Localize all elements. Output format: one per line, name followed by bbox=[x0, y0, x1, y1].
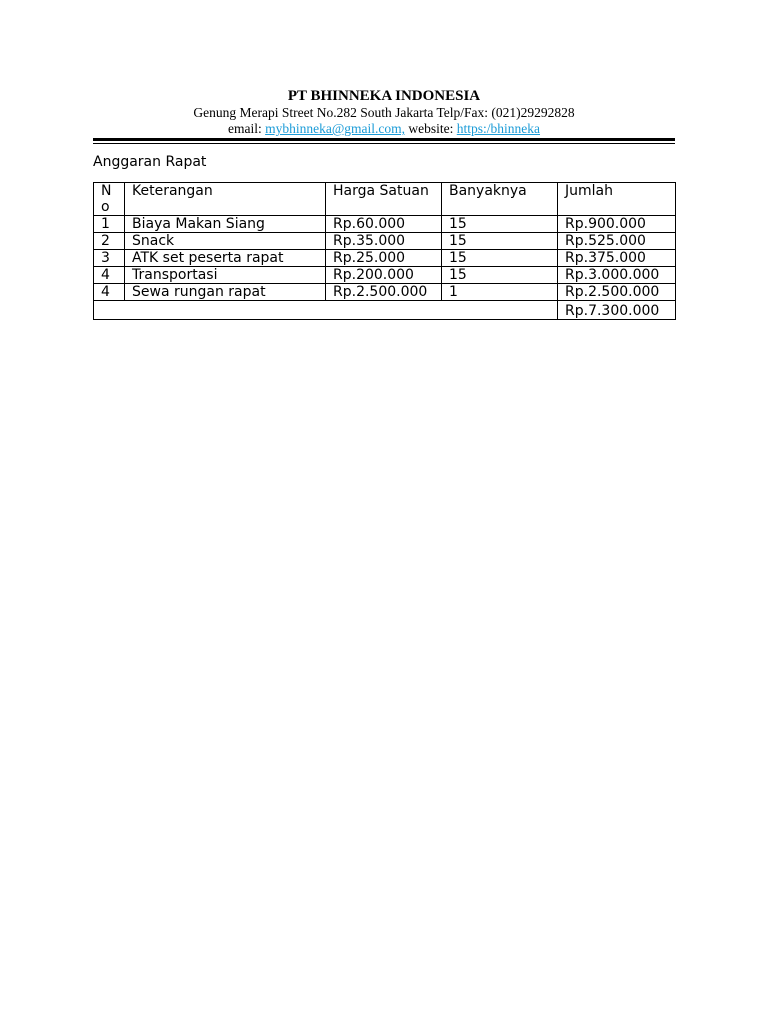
cell-no: 2 bbox=[94, 233, 125, 250]
cell-harga-satuan: Rp.200.000 bbox=[326, 267, 442, 284]
header-keterangan: Keterangan bbox=[125, 183, 326, 216]
cell-keterangan: Sewa rungan rapat bbox=[125, 284, 326, 301]
cell-jumlah: Rp.525.000 bbox=[558, 233, 676, 250]
budget-table bbox=[93, 182, 676, 320]
cell-keterangan: Snack bbox=[125, 233, 326, 250]
cell-harga-satuan: Rp.25.000 bbox=[326, 250, 442, 267]
table-header-row bbox=[94, 183, 676, 216]
email-link[interactable]: mybhinneka@gmail.com, bbox=[265, 121, 406, 136]
cell-no: 4 bbox=[94, 284, 125, 301]
header-no: No bbox=[94, 183, 125, 216]
cell-banyaknya: 15 bbox=[442, 250, 558, 267]
company-address: Genung Merapi Street No.282 South Jakarta Telp/Fax: (021)29292828 bbox=[193, 105, 575, 120]
cell-keterangan: Transportasi bbox=[125, 267, 326, 284]
total-amount: Rp.7.300.000 bbox=[558, 301, 676, 320]
section-title: Anggaran Rapat bbox=[93, 154, 207, 170]
cell-jumlah: Rp.375.000 bbox=[558, 250, 676, 267]
header-harga-satuan: Harga Satuan bbox=[326, 183, 442, 216]
header-banyaknya: Banyaknya bbox=[442, 183, 558, 216]
cell-banyaknya: 15 bbox=[442, 233, 558, 250]
cell-no: 1 bbox=[94, 216, 125, 233]
email-label: email: bbox=[227, 121, 266, 136]
cell-banyaknya: 15 bbox=[442, 216, 558, 233]
table-row bbox=[94, 267, 676, 284]
letterhead-divider-thick bbox=[93, 138, 675, 141]
cell-no: 4 bbox=[94, 267, 125, 284]
letterhead bbox=[93, 87, 675, 137]
total-spacer-cell bbox=[94, 301, 558, 320]
cell-harga-satuan: Rp.2.500.000 bbox=[326, 284, 442, 301]
cell-banyaknya: 1 bbox=[442, 284, 558, 301]
cell-keterangan: ATK set peserta rapat bbox=[125, 250, 326, 267]
cell-harga-satuan: Rp.35.000 bbox=[326, 233, 442, 250]
website-label: website: bbox=[405, 121, 457, 136]
cell-jumlah: Rp.2.500.000 bbox=[558, 284, 676, 301]
cell-jumlah: Rp.900.000 bbox=[558, 216, 676, 233]
website-link[interactable]: https:/bhinneka bbox=[456, 121, 541, 136]
cell-harga-satuan: Rp.60.000 bbox=[326, 216, 442, 233]
contact-line bbox=[93, 121, 675, 137]
table-row bbox=[94, 284, 676, 301]
company-name: PT BHINNEKA INDONESIA bbox=[287, 88, 481, 104]
total-row bbox=[94, 301, 676, 320]
table-row bbox=[94, 233, 676, 250]
table-row bbox=[94, 250, 676, 267]
cell-jumlah: Rp.3.000.000 bbox=[558, 267, 676, 284]
table-row bbox=[94, 216, 676, 233]
letterhead-divider-thin bbox=[93, 143, 675, 144]
cell-keterangan: Biaya Makan Siang bbox=[125, 216, 326, 233]
cell-no: 3 bbox=[94, 250, 125, 267]
header-jumlah: Jumlah bbox=[558, 183, 676, 216]
cell-banyaknya: 15 bbox=[442, 267, 558, 284]
